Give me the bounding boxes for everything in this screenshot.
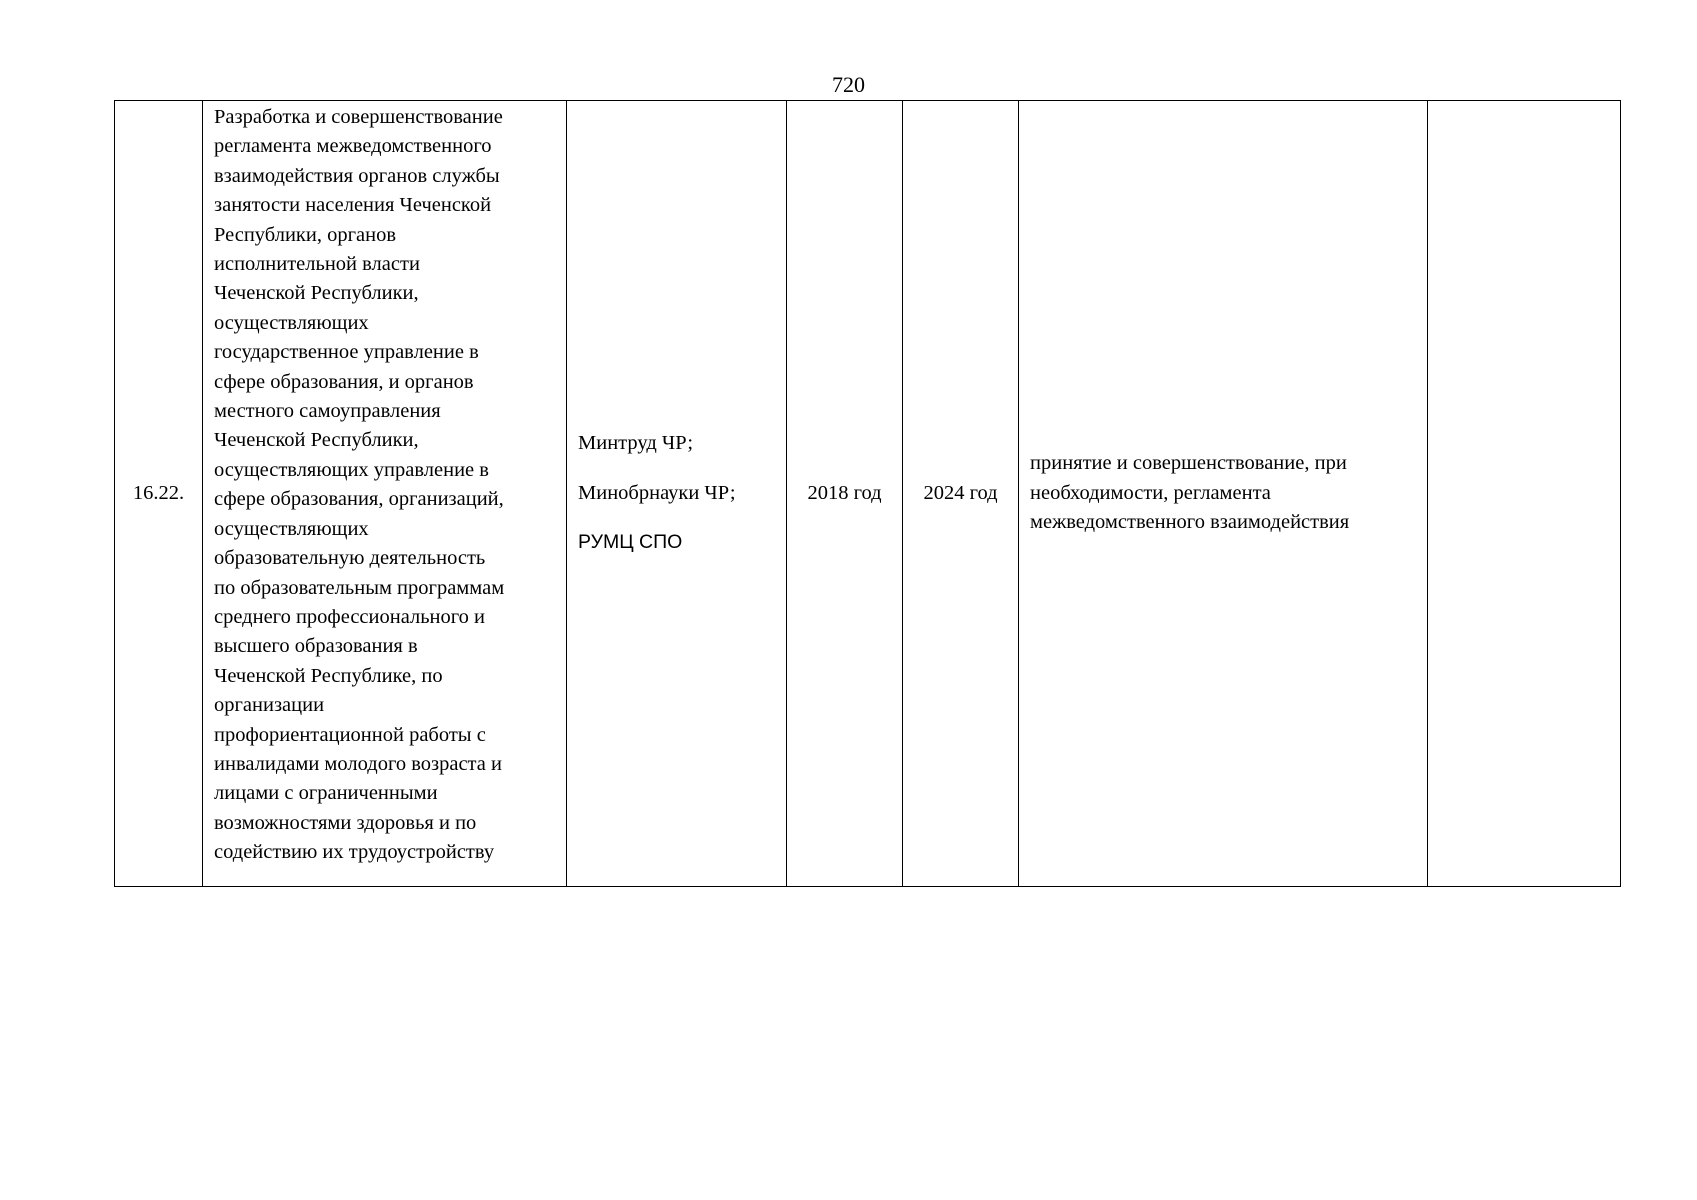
executor: Минобрнауки ЧР;	[578, 481, 736, 504]
description-line: государственное управление в	[214, 341, 479, 364]
end-year-cell: 2024 год	[903, 101, 1019, 887]
description-line: Чеченской Республики,	[214, 282, 419, 305]
description-line: сфере образования, организаций,	[214, 488, 504, 511]
description-line: взаимодействия органов службы	[214, 164, 500, 187]
description-line: Разработка и совершенствование	[214, 106, 503, 128]
description-line: образовательную деятельность	[214, 547, 486, 570]
description-line: Чеченской Республики,	[214, 429, 419, 452]
description-line: инвалидами молодого возраста и	[214, 752, 502, 775]
description-line: осуществляющих управление в	[214, 458, 489, 481]
description-line: Республики, органов	[214, 223, 396, 246]
description-line: Чеченской Республике, по	[214, 664, 443, 687]
description-line: осуществляющих	[214, 517, 369, 540]
description-line: лицами с ограниченными	[214, 782, 438, 805]
result-line: необходимости, регламента	[1030, 481, 1271, 504]
description-line: высшего образования в	[214, 635, 418, 658]
description-line: содействию их трудоустройству	[214, 841, 495, 864]
description-line: профориентационной работы с	[214, 723, 486, 746]
row-number-cell: 16.22.	[115, 101, 203, 887]
description-line: организации	[214, 694, 325, 717]
description-line: регламента межведомственного	[214, 135, 492, 158]
description-line: возможностями здоровья и по	[214, 811, 477, 834]
description-line: сфере образования, и органов	[214, 370, 474, 393]
plan-table	[114, 100, 1621, 887]
description-line: местного самоуправления	[214, 400, 441, 423]
table-row	[115, 101, 1621, 887]
description-cell	[203, 101, 567, 887]
executor: Минтруд ЧР;	[578, 432, 694, 455]
executor: РУМЦ СПО	[578, 531, 683, 554]
description-line: по образовательным программам	[214, 576, 505, 599]
description-line: занятости населения Чеченской	[214, 194, 492, 217]
result-line: межведомственного взаимодействия	[1030, 511, 1350, 534]
page-number: 720	[832, 72, 865, 97]
result-cell	[1019, 101, 1428, 887]
start-year-cell: 2018 год	[787, 101, 903, 887]
empty-cell	[1428, 101, 1621, 887]
description-line: исполнительной власти	[214, 253, 420, 276]
executors-cell	[567, 101, 787, 887]
result-line: принятие и совершенствование, при	[1030, 452, 1347, 475]
description-line: среднего профессионального и	[214, 605, 486, 628]
description-line: осуществляющих	[214, 311, 369, 334]
